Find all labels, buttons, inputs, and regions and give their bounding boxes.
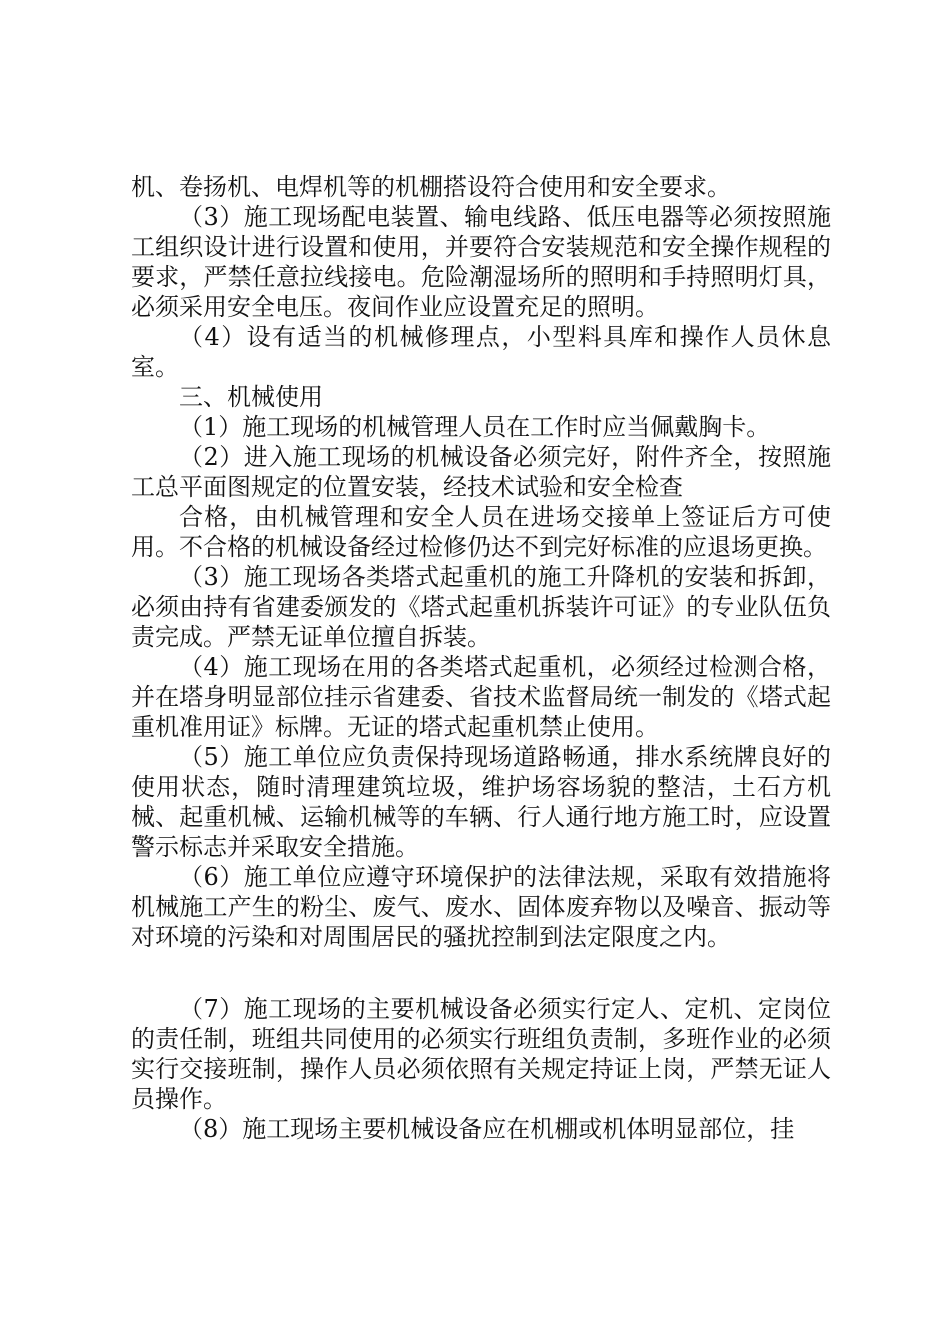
paragraph-use-7: （7）施工现场的主要机械设备必须实行定人、定机、定岗位的责任制，班组共同使用的必须实行班组负责制，多班作业的必须实行交接班制，操作人员必须依照有关规定持证上岗，严禁无证人员操作。 (131, 995, 831, 1113)
document-body (131, 172, 831, 1144)
paragraph-item-3-power: （3）施工现场配电装置、输电线路、低压电器等必须按照施工组织设计进行设置和使用，并要符合安装规范和安全操作规程的要求，严禁任意拉线接电。危险潮湿场所的照明和手持照明灯具，必须采用安全电压。夜间作业应设置充足的照明。 (131, 203, 831, 321)
section-heading-machine-use: 三、机械使用 (179, 383, 323, 411)
paragraph-use-2: （2）进入施工现场的机械设备必须完好，附件齐全，按照施工总平面图规定的位置安装，经技术试验和安全检查 (131, 443, 831, 501)
paragraph-item-4-repair: （4）设有适当的机械修理点，小型料具库和操作人员休息室。 (131, 323, 831, 381)
paragraph-use-6: （6）施工单位应遵守环境保护的法律法规，采取有效措施将机械施工产生的粉尘、废气、废水、固体废弃物以及噪音、振动等对环境的污染和对周围居民的骚扰控制到法定限度之内。 (131, 863, 831, 951)
paragraph-gap (131, 952, 831, 994)
paragraph-use-4: （4）施工现场在用的各类塔式起重机，必须经过检测合格，并在塔身明显部位挂示省建委、省技术监督局统一制发的《塔式起重机准用证》标牌。无证的塔式起重机禁止使用。 (131, 653, 831, 741)
paragraph-use-2-cont: 合格，由机械管理和安全人员在进场交接单上签证后方可使用。不合格的机械设备经过检修仍达不到完好标准的应退场更换。 (131, 503, 831, 561)
paragraph-use-1: （1）施工现场的机械管理人员在工作时应当佩戴胸卡。 (179, 413, 771, 441)
paragraph-continuation: 机、卷扬机、电焊机等的机棚搭设符合使用和安全要求。 (131, 173, 731, 201)
paragraph-use-5: （5）施工单位应负责保持现场道路畅通，排水系统牌良好的使用状态，随时清理建筑垃圾，维护场容场貌的整洁，土石方机械、起重机械、运输机械等的车辆、行人通行地方施工时，应设置警示标志并采取安全措施。 (131, 743, 831, 861)
paragraph-use-8: （8）施工现场主要机械设备应在机棚或机体明显部位，挂 (179, 1115, 795, 1143)
paragraph-use-3: （3）施工现场各类塔式起重机的施工升降机的安装和拆卸，必须由持有省建委颁发的《塔式起重机拆装许可证》的专业队伍负责完成。严禁无证单位擅自拆装。 (131, 563, 831, 651)
